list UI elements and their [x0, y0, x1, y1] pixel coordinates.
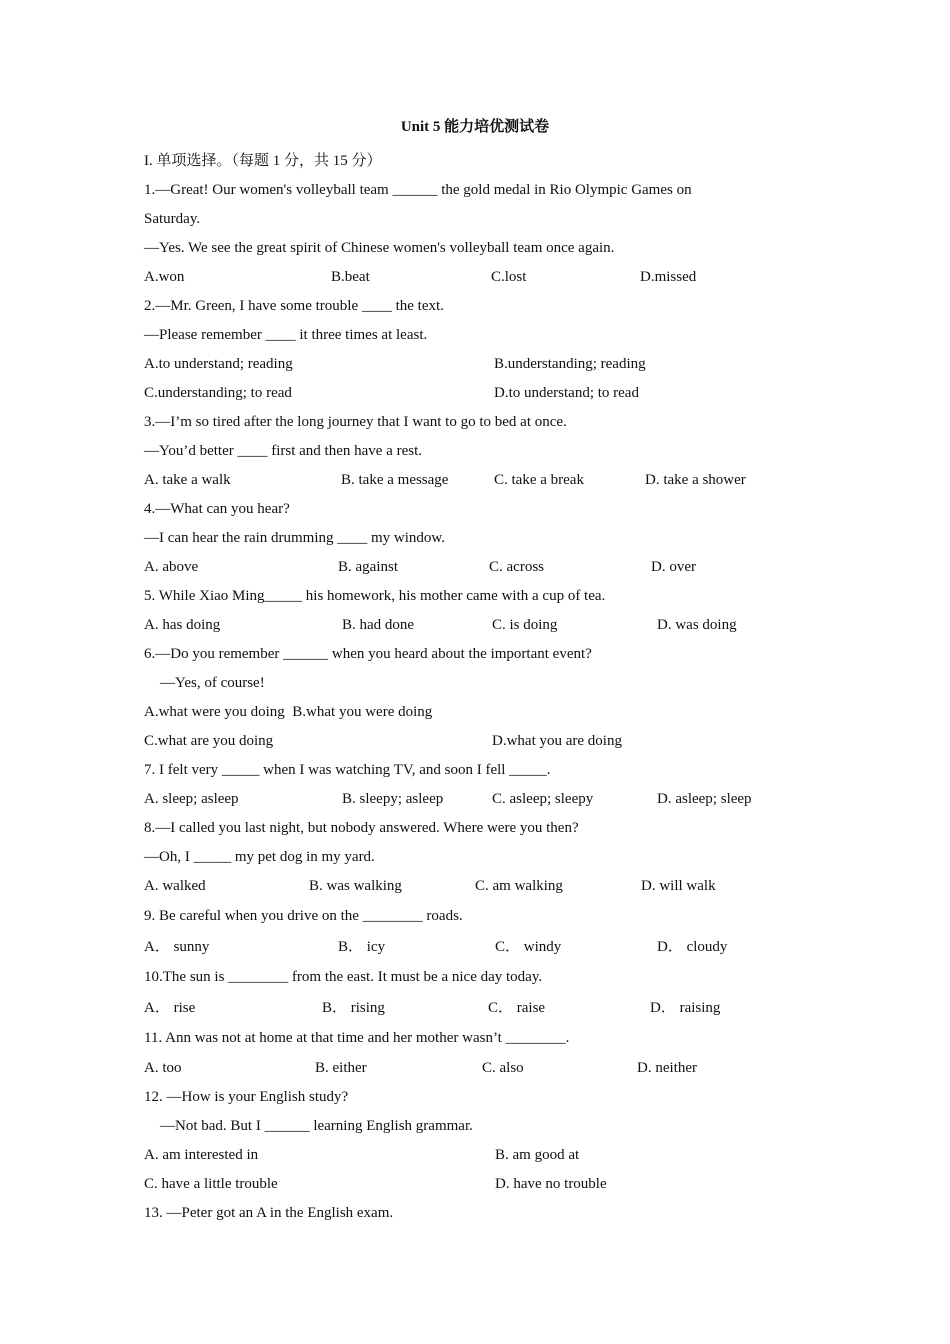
q10-option-d[interactable]: D． raising — [650, 999, 721, 1016]
q1-option-b[interactable]: B.beat — [331, 269, 370, 285]
q12-option-d[interactable]: D. have no trouble — [495, 1175, 607, 1192]
q12-option-c[interactable]: C. have a little trouble — [144, 1175, 278, 1192]
q4-option-c[interactable]: C. across — [489, 559, 544, 575]
q4-stem-1: 4.—What can you hear? — [144, 501, 290, 517]
q2-option-b[interactable]: B.understanding; reading — [494, 356, 646, 372]
q5-option-d[interactable]: D. was doing — [657, 617, 737, 633]
q6-stem-2: —Yes, of course! — [160, 675, 265, 691]
q8-option-a[interactable]: A. walked — [144, 878, 206, 894]
q6-option-d[interactable]: D.what you are doing — [492, 733, 622, 749]
q10-option-b[interactable]: B． rising — [322, 999, 385, 1016]
q12-option-a[interactable]: A. am interested in — [144, 1146, 259, 1163]
q11-option-d[interactable]: D. neither — [637, 1059, 697, 1076]
q4-option-a[interactable]: A. above — [144, 559, 199, 575]
q4-stem-2: —I can hear the rain drumming ____ my window. — [144, 530, 446, 546]
q6-options-row-2 — [144, 727, 824, 756]
q9-option-c[interactable]: C． windy — [495, 938, 562, 955]
q11-stem-1: 11. Ann was not at home at that time and her mother wasn’t ________. — [144, 1030, 570, 1046]
q6-option-a-b[interactable]: A.what were you doing B.what you were doing — [144, 704, 433, 720]
q3-option-c[interactable]: C. take a break — [494, 472, 584, 488]
q7-options — [144, 785, 824, 814]
q1-options — [144, 263, 824, 292]
q8-option-d[interactable]: D. will walk — [641, 878, 716, 894]
q11-option-b[interactable]: B. either — [315, 1059, 367, 1076]
q12-stem-1: 12. —How is your English study? — [144, 1088, 349, 1105]
q7-option-a[interactable]: A. sleep; asleep — [144, 791, 239, 807]
q9-option-a[interactable]: A． sunny — [144, 938, 210, 955]
q5-options — [144, 611, 824, 640]
q11-option-c[interactable]: C. also — [482, 1059, 524, 1076]
q7-stem-1: 7. I felt very _____ when I was watching TV, and soon I fell _____. — [144, 762, 551, 778]
q2-options-row-2 — [144, 379, 824, 408]
q6-stem-1: 6.—Do you remember ______ when you heard about the important event? — [144, 646, 592, 662]
q12-options-row-2 — [144, 1170, 824, 1199]
question-list — [144, 147, 824, 1228]
q1-option-c[interactable]: C.lost — [491, 269, 527, 285]
page-title: Unit 5 能力培优测试卷 — [400, 119, 550, 135]
q12-option-b[interactable]: B. am good at — [495, 1146, 580, 1163]
q8-stem-1: 8.—I called you last night, but nobody answered. Where were you then? — [144, 820, 579, 836]
q1-stem-3: —Yes. We see the great spirit of Chinese women's volleyball team once again. — [144, 240, 615, 256]
q12-stem-2: —Not bad. But I ______ learning English grammar. — [160, 1117, 473, 1134]
q4-options — [144, 553, 824, 582]
q8-option-b[interactable]: B. was walking — [309, 878, 402, 894]
q5-option-a[interactable]: A. has doing — [144, 617, 221, 633]
q3-stem-2: —You’d better ____ first and then have a rest. — [144, 443, 422, 459]
q10-stem-1: 10.The sun is ________ from the east. It must be a nice day today. — [144, 969, 543, 985]
q2-option-a[interactable]: A.to understand; reading — [144, 356, 293, 372]
q11-options — [144, 1054, 824, 1083]
q3-option-a[interactable]: A. take a walk — [144, 472, 231, 488]
q1-option-a[interactable]: A.won — [144, 269, 185, 285]
q4-option-d[interactable]: D. over — [651, 559, 696, 575]
q13-stem-1: 13. —Peter got an A in the English exam. — [144, 1204, 394, 1221]
q9-options — [144, 932, 824, 963]
q8-option-c[interactable]: C. am walking — [475, 878, 563, 894]
q1-option-d[interactable]: D.missed — [640, 269, 697, 285]
q1-stem-1: 1.—Great! Our women's volleyball team ______ the gold medal in Rio Olympic Games on — [144, 182, 692, 198]
q12-options-row-1 — [144, 1141, 824, 1170]
q4-option-b[interactable]: B. against — [338, 559, 398, 575]
q9-option-b[interactable]: B． icy — [338, 938, 386, 955]
section-heading: I. 单项选择。（每题 1 分，共 15 分） — [144, 153, 382, 169]
q8-stem-2: —Oh, I _____ my pet dog in my yard. — [144, 849, 375, 865]
q3-options — [144, 466, 824, 495]
q8-options — [144, 872, 824, 901]
q7-option-d[interactable]: D. asleep; sleep — [657, 791, 752, 807]
q7-option-c[interactable]: C. asleep; sleepy — [492, 791, 594, 807]
q6-option-c[interactable]: C.what are you doing — [144, 733, 274, 749]
q5-stem-1: 5. While Xiao Ming_____ his homework, his mother came with a cup of tea. — [144, 588, 606, 604]
q10-option-a[interactable]: A． rise — [144, 999, 196, 1016]
q9-stem-1: 9. Be careful when you drive on the ________ roads. — [144, 908, 463, 924]
q6-options-row-1 — [144, 698, 824, 727]
q7-option-b[interactable]: B. sleepy; asleep — [342, 791, 444, 807]
q3-option-d[interactable]: D. take a shower — [645, 472, 746, 488]
q3-option-b[interactable]: B. take a message — [341, 472, 449, 488]
q10-options — [144, 993, 824, 1024]
q5-option-b[interactable]: B. had done — [342, 617, 415, 633]
q2-stem-1: 2.—Mr. Green, I have some trouble ____ the text. — [144, 298, 444, 314]
q2-stem-2: —Please remember ____ it three times at least. — [144, 327, 428, 343]
q10-option-c[interactable]: C． raise — [488, 999, 546, 1016]
q9-option-d[interactable]: D． cloudy — [657, 938, 728, 955]
q1-stem-2: Saturday. — [144, 211, 201, 227]
q3-stem-1: 3.—I’m so tired after the long journey that I want to go to bed at once. — [144, 414, 567, 430]
q2-option-c[interactable]: C.understanding; to read — [144, 385, 292, 401]
q11-option-a[interactable]: A. too — [144, 1059, 182, 1076]
q5-option-c[interactable]: C. is doing — [492, 617, 558, 633]
q2-option-d[interactable]: D.to understand; to read — [494, 385, 639, 401]
q2-options-row-1 — [144, 350, 824, 379]
